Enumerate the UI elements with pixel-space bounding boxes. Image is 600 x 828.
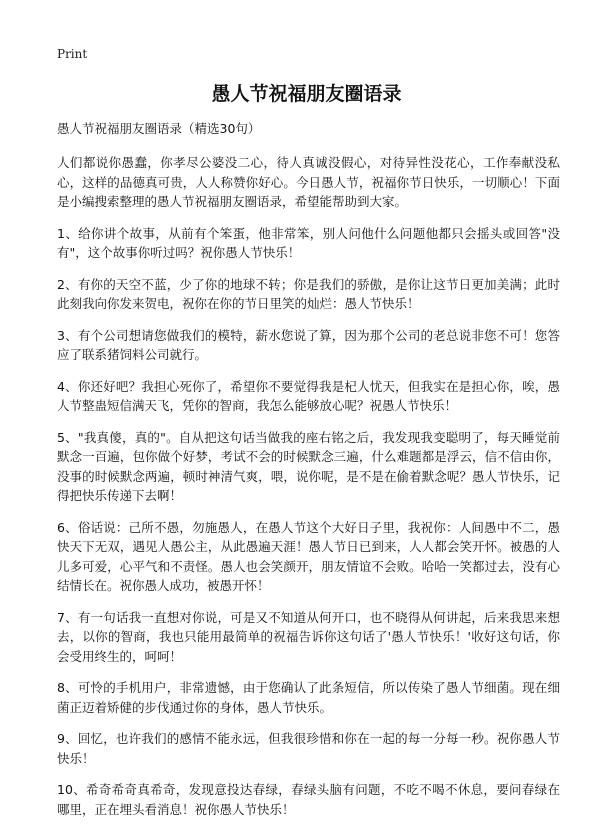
quote-item-9: 9、回忆，也许我们的感情不能永远，但我很珍惜和你在一起的每一分每一秒。祝你愚人节快乐！ — [57, 731, 560, 766]
quote-item-2: 2、有你的天空不蓝，少了你的地球不转；你是我们的骄傲，是你让这节日更加美满；此时此刻我向你发来贺电，祝你在你的节日里笑的灿烂：愚人节快乐！ — [57, 276, 560, 311]
quote-item-7: 7、有一句话我一直想对你说，可是又不知道从何开口，也不晓得从何讲起，后来我思来想去，以你的智商，我也只能用最简单的祝福告诉你这句话了'愚人节快乐！'收好这句话，你会受用终生的，呵呵！ — [57, 609, 560, 664]
quote-item-5: 5、"我真傻，真的"。自从把这句话当做我的座右铭之后，我发现我变聪明了，每天睡觉前默念一百遍，包你做个好梦，考试不会的时候默念三遍，什么难题都是浮云，信不信由你，没事的时候默念两遍，顿时神清气爽，喂，说你呢，是不是在偷着默念呢？愚人节快乐，记得把快乐传递下去啊！ — [57, 429, 560, 503]
quote-item-8: 8、可怜的手机用户，非常遗憾，由于您确认了此条短信，所以传染了愚人节细菌。现在细菌正迈着矫健的步伐通过你的身体，愚人节快乐。 — [57, 680, 560, 715]
quote-item-10: 10、希奇希奇真希奇，发现意投达春绿，春绿头脑有问题，不吃不喝不休息，要问春绿在哪里，正在埋头看消息！祝你愚人节快乐！ — [57, 782, 560, 817]
quote-item-6: 6、俗话说：己所不愚，勿施愚人，在愚人节这个大好日子里，我祝你：人间愚中不二，愚快天下无双，遇见人愚公主，从此愚遍天涯！愚人节日已到来，人人都会笑开怀。被愚的人儿多可爱，心平气和不责怪。愚人也会笑颜开，朋友情谊不会败。哈哈一笑都过去，没有心结情长在。祝你愚人成功，被愚开怀！ — [57, 519, 560, 593]
quote-item-3: 3、有个公司想请您做我们的模特，薪水您说了算，因为那个公司的老总说非您不可！您答应了联系猪饲料公司就行。 — [57, 327, 560, 362]
print-link[interactable]: Print — [57, 47, 88, 61]
document-title: 愚人节祝福朋友圈语录 — [211, 83, 402, 105]
quote-item-1: 1、给你讲个故事，从前有个笨蛋，他非常笨，别人问他什么问题他都只会摇头或回答"没有"，这个故事你听过吗？祝你愚人节快乐！ — [57, 225, 560, 260]
document-subtitle: 愚人节祝福朋友圈语录（精选30句） — [57, 121, 261, 136]
intro-paragraph: 人们都说你愚蠢，你孝尽公婆没二心，待人真诚没假心，对待异性没花心，工作奉献没私心，这样的品德真可贵，人人称赞你好心。今日愚人节，祝福你节日快乐，一切顺心！下面是小编搜索整理的愚人节祝福朋友圈语录，希望能帮助到大家。 — [57, 155, 560, 209]
quote-item-4: 4、你还好吧？我担心死你了，希望你不要觉得我是杞人忧天，但我实在是担心你，唉，愚人节整蛊短信满天飞，凭你的智商，我怎么能够放心呢？祝愚人节快乐！ — [57, 378, 560, 413]
